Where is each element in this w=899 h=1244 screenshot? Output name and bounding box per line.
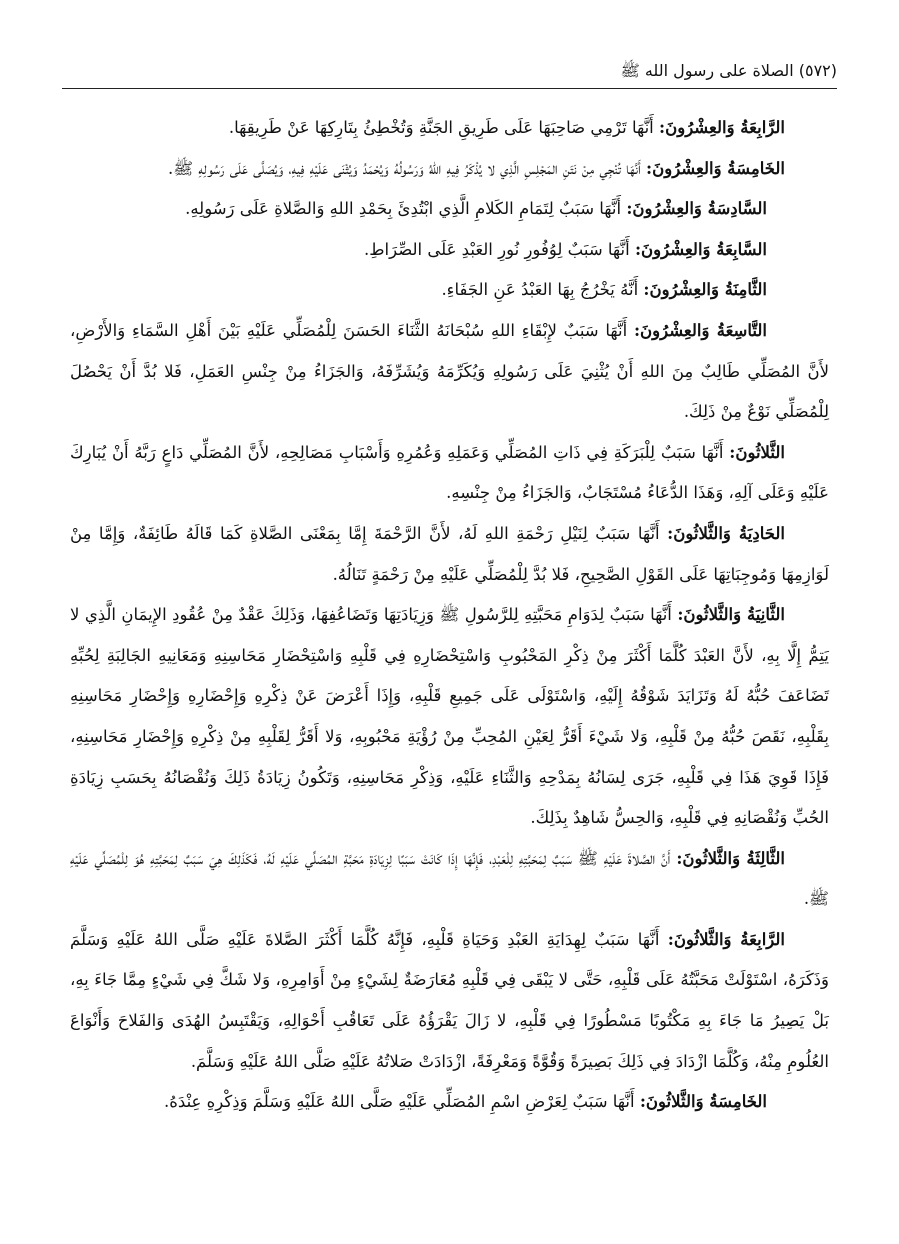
paragraph-text: أَنَّهَا سَبَبٌ لِعَرْضِ اسْمِ المُصَلِّي عَلَيْهِ صَلَّى اللهُ عَلَيْهِ وَسَلَّمَ وَذِكْرِهِ عِنْدَهُ. [164,1092,640,1112]
paragraph-heading: الخَامِسَةُ وَالثَّلاثُونَ: [639,1092,767,1112]
paragraph-heading: الثَّامِنَةُ وَالعِشْرُونَ: [643,280,767,300]
paragraph-text: أَنَّهَا سَبَبٌ لِدَوَامِ مَحَبَّتِهِ لِلرَّسُولِ ﷺ وَزِيَادَتِهَا وَتَضَاعُفِهَا، وَذَلِكَ عَقْدٌ مِنْ عُقُودِ الإِيمَانِ الَّذِي لا يَتِمُّ إِلَّا بِهِ، لأَنَّ العَبْدَ كُلَّمَا أَكْثَرَ مِنْ ذِكْرِ المَحْبُوبِ وَاسْتِحْضَارِهِ فِي قَلْبِهِ وَاسْتِحْضَارِ مَحَاسِنِهِ وَمَعَانِيهِ الجَالِبَةِ لِحُبِّهِ تَضَاعَفَ حُبُّهُ لَهُ وَتَزَايَدَ شَوْقُهُ إِلَيْهِ، وَاسْتَوْلَى عَلَى جَمِيعِ قَلْبِهِ، وَإِذَا أَعْرَضَ عَنْ ذِكْرِهِ وَإِحْضَارِهِ وَإِحْضَارِ مَحَاسِنِهِ بِقَلْبِهِ، نَقَصَ حُبُّهُ مِنْ قَلْبِهِ، وَلا شَيْءَ أَقَرُّ لِعَيْنِ المُحِبِّ مِنْ رُؤْيَةِ مَحْبُوبِهِ، وَلا أَقَرُّ لِقَلْبِهِ مِنْ ذِكْرِهِ وَإِحْضَارِ مَحَاسِنِهِ، فَإِذَا قَوِيَ هَذَا فِي قَلْبِهِ، جَرَى لِسَانُهُ بِمَدْحِهِ وَالثَّنَاءِ عَلَيْهِ، وَذِكْرِ مَحَاسِنِهِ، وَتَكُونُ زِيَادَةُ ذَلِكَ وَنُقْصَانُهُ بِحَسَبِ زِيَادَةِ الحُبِّ وَنُقْصَانِهِ فِي قَلْبِهِ، وَالحِسُّ شَاهِدٌ بِذَلِكَ. [70,605,829,828]
paragraph-text: أَنَّهَا سَبَبٌ لِلْبَرَكَةِ فِي ذَاتِ المُصَلِّي وَعَمَلِهِ وَعُمُرِهِ وَأَسْبَابِ مَصَالِحِهِ، لأَنَّ المُصَلِّي دَاعٍ رَبَّهُ أَنْ يُبَارِكَ عَلَيْهِ وَعَلَى آلِهِ، وَهَذَا الدُّعَاءُ مُسْتَجَابٌ، وَالجَزَاءُ مِنْ جِنْسِهِ. [70,442,829,503]
paragraph-heading: الثَّانِيَةُ وَالثَّلاثُونَ: [677,605,785,625]
paragraph-heading: الثَّالِثَةُ وَالثَّلاثُونَ: [676,848,785,868]
paragraph [70,595,829,839]
paragraph-text: أَنَّهَا سَبَبٌ لإِبْقَاءِ اللهِ سُبْحَانَهُ الثَّنَاءَ الحَسَنَ لِلْمُصَلِّي عَلَيْهِ بَيْنَ أَهْلِ السَّمَاءِ وَالأَرْضِ، لأَنَّ المُصَلِّي طَالِبٌ مِنَ اللهِ أَنْ يُثْنِيَ عَلَى رَسُولِهِ وَيُكَرِّمَهُ وَيُشَرِّفَهُ، وَالجَزَاءُ مِنْ جِنْسِ العَمَلِ، فَلا بُدَّ أَنْ يَحْصُلَ لِلْمُصَلِّي نَوْعٌ مِنْ ذَلِكَ. [70,320,829,422]
paragraph [70,270,829,311]
paragraph-text: أَنَّهَا تُنْجِي مِنْ نَتَنِ المَجْلِسِ الَّذِي لا يُذْكَرُ فِيهِ اللهُ وَرَسُولُهُ وَيُحْمَدُ وَيُثْنَى عَلَيْهِ فِيهِ، وَيُصَلَّى عَلَى رَسُولِهِ ﷺ. [167,158,647,178]
paragraph-heading: الحَادِيَةُ وَالثَّلاثُونَ: [667,523,785,543]
paragraph [70,514,829,595]
paragraph-text: أَنَّهَا تَرْمِي صَاحِبَهَا عَلَى طَرِيقِ الجَنَّةِ وَتُخْطِئُ بِتَارِكِهَا عَنْ طَرِيقِهَا. [228,118,660,137]
paragraph [70,920,829,1082]
body-text [70,108,829,1123]
running-header: (٥٧٢) الصلاة على رسول الله ﷺ [620,61,837,80]
paragraph [70,189,829,230]
paragraph-text: أَنَّهَا سَبَبٌ لِوُفُورِ نُورِ العَبْدِ عَلَى الصِّرَاطِ. [364,239,635,259]
paragraph [70,433,829,514]
paragraph [70,311,829,433]
page-header [62,56,837,89]
paragraph-text: أَنَّهُ يَخْرُجُ بِهَا العَبْدُ عَنِ الجَفَاءِ. [441,280,644,300]
paragraph [70,149,829,190]
paragraph [70,1082,829,1123]
paragraph-heading: الرَّابِعَةُ وَالعِشْرُونَ: [659,118,785,137]
paragraph-text: أَنَّهَا سَبَبٌ لِتَمَامِ الكَلامِ الَّذِي ابْتُدِئَ بِحَمْدِ اللهِ وَالصَّلاةِ عَلَى رَسُولِهِ. [185,199,627,219]
paragraph [70,108,829,149]
paragraph-heading: الخَامِسَةُ وَالعِشْرُونَ: [646,158,785,178]
paragraph [70,230,829,271]
paragraph-text: أَنَّ الصَّلاةَ عَلَيْهِ ﷺ سَبَبٌ لِمَحَبَّتِهِ لِلْعَبْدِ، فَإِنَّهَا إِذَا كَانَتْ سَبَبًا لِزِيَادَةِ مَحَبَّةِ المُصَلِّي عَلَيْهِ لَهُ، فَكَذَلِكَ هِيَ سَبَبٌ لِمَحَبَّتِهِ هُوَ لِلْمُصَلِّي عَلَيْهِ ﷺ. [70,848,829,909]
paragraph-heading: السَّابِعَةُ وَالعِشْرُونَ: [634,239,767,259]
paragraph-heading: الرَّابِعَةُ وَالثَّلاثُونَ: [667,929,786,949]
paragraph [70,839,829,920]
paragraph-heading: السَّادِسَةُ وَالعِشْرُونَ: [626,199,767,219]
paragraph-heading: التَّاسِعَةُ وَالعِشْرُونَ: [633,320,767,340]
paragraph-text: أَنَّهَا سَبَبٌ لِهِدَايَةِ العَبْدِ وَحَيَاةِ قَلْبِهِ، فَإِنَّهُ كُلَّمَا أَكْثَرَ الصَّلاةَ عَلَيْهِ صَلَّى اللهُ عَلَيْهِ وَسَلَّمَ وَذَكَرَهُ، اسْتَوْلَتْ مَحَبَّتُهُ عَلَى قَلْبِهِ، حَتَّى لا يَبْقَى فِي قَلْبِهِ مُعَارَضَةٌ لِشَيْءٍ مِنْ أَوَامِرِهِ، وَلا شَكَّ فِي شَيْءٍ مِمَّا جَاءَ بِهِ، بَلْ يَصِيرُ مَا جَاءَ بِهِ مَكْتُوبًا مَسْطُورًا فِي قَلْبِهِ، لا زَالَ يَقْرَؤُهُ عَلَى تَعَاقُبِ أَحْوَالِهِ، وَيَقْتَبِسُ الهُدَى وَالفَلاحَ وَأَنْوَاعَ العُلُومِ مِنْهُ، وَكُلَّمَا ازْدَادَ فِي ذَلِكَ بَصِيرَةً وَقُوَّةً وَمَعْرِفَةً، ازْدَادَتْ صَلاتُهُ عَلَيْهِ صَلَّى اللهُ عَلَيْهِ وَسَلَّمَ. [70,929,829,1071]
paragraph-text: أَنَّهَا سَبَبٌ لِنَيْلِ رَحْمَةِ اللهِ لَهُ، لأَنَّ الرَّحْمَةَ إِمَّا بِمَعْنَى الصَّلاةِ كَمَا قَالَهُ طَائِفَةٌ، وَإِمَّا مِنْ لَوَازِمِهَا وَمُوجِبَاتِهَا عَلَى القَوْلِ الصَّحِيحِ، فَلا بُدَّ لِلْمُصَلِّي عَلَيْهِ مِنْ رَحْمَةٍ تَنَالُهُ. [70,523,829,584]
paragraph-heading: الثَّلاثُونَ: [729,442,785,462]
